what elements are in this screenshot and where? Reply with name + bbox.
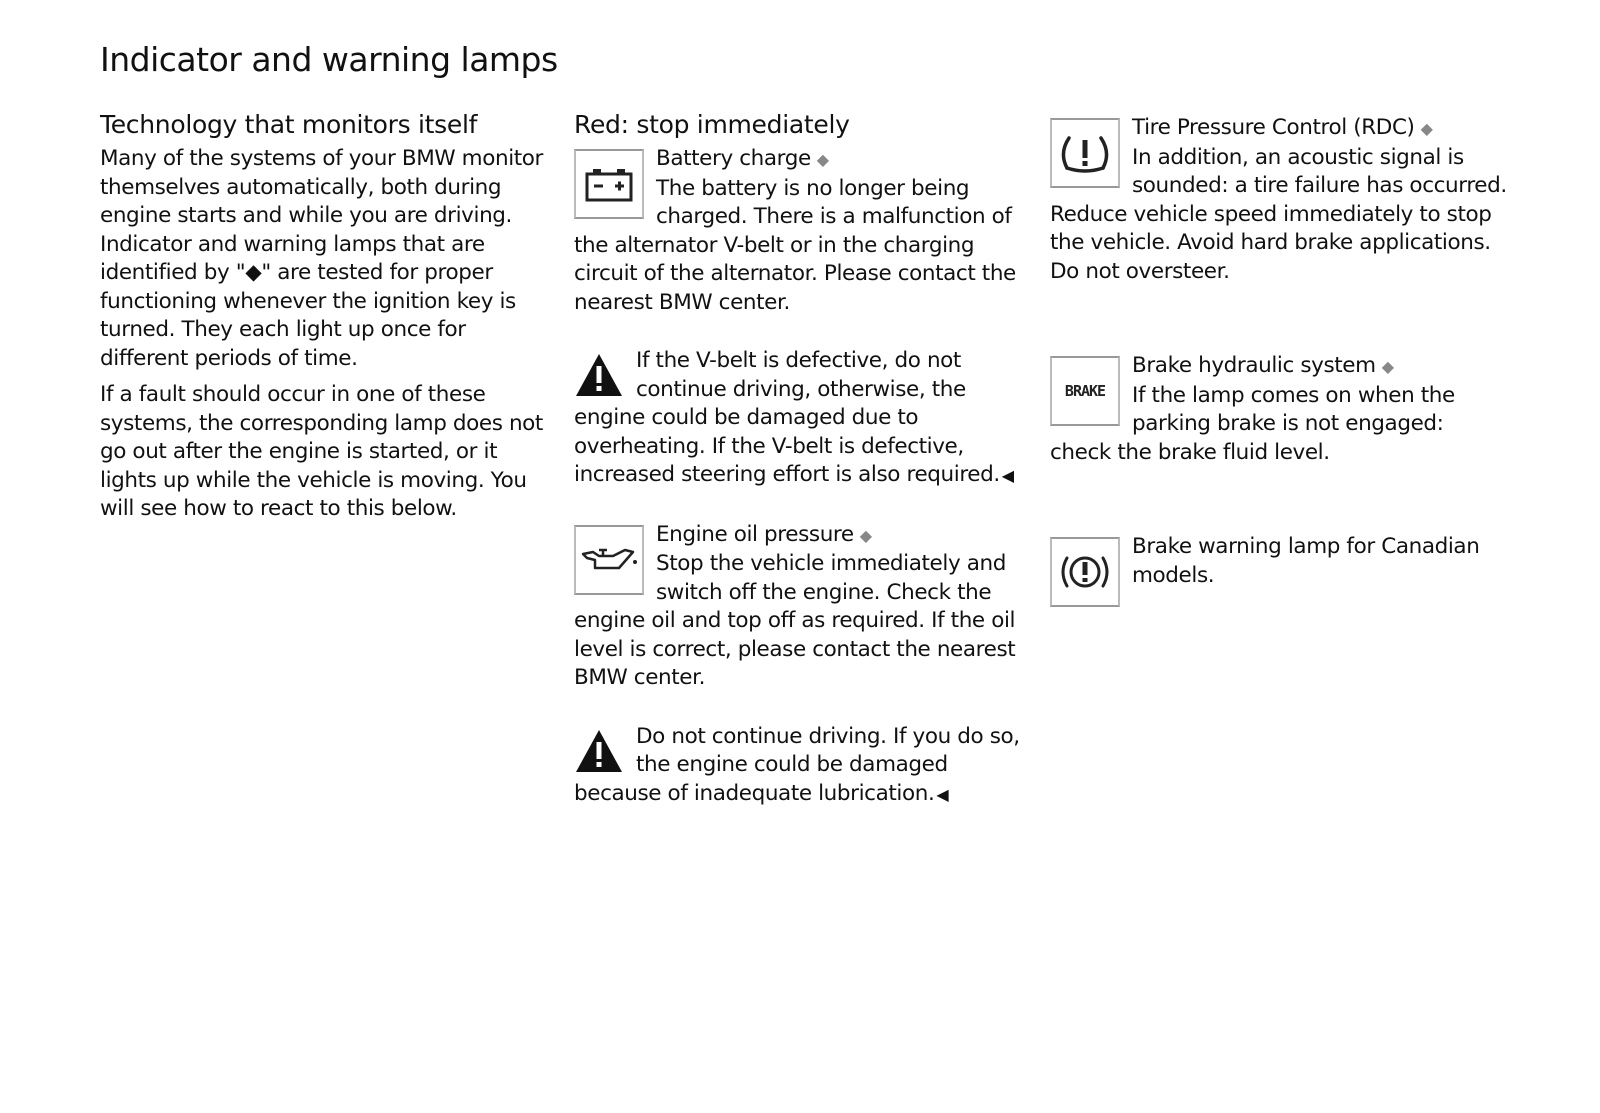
brake-icon-label: BRAKE (1064, 382, 1106, 400)
diamond-icon: ◆ (1381, 357, 1394, 376)
diamond-icon: ◆ (816, 150, 829, 169)
brake-canada-text: Brake warning lamp for Canadian models. (1132, 534, 1480, 588)
red-lamps-heading: Red: stop immediately (574, 110, 850, 139)
engine-oil-title: Engine oil pressure (656, 521, 854, 547)
battery-charge-entry (574, 145, 1024, 325)
diamond-icon: ◆ (1420, 119, 1433, 138)
battery-charge-text: The battery is no longer being charged. There is a malfunction of the alternator V-belt or in the charging circuit of the alternator. Please contact the nearest BMW center. (574, 175, 1016, 315)
tire-pressure-entry (1050, 114, 1510, 294)
oil-can-icon (574, 525, 644, 595)
brake-hydraulic-title: Brake hydraulic system (1132, 353, 1376, 378)
page-title: Indicator and warning lamps (100, 40, 558, 79)
intro-paragraph-1: Many of the systems of your BMW monitor themselves automatically, both during engine starts and while you are driving. Indicator and warning lamps that are identified by "◆" are tested for proper functioning whenever the ignition key is turned. They each light up once for different periods of time. (100, 146, 543, 371)
warning-triangle-icon (574, 727, 624, 775)
vbelt-warning-text: If the V-belt is defective, do not continue driving, otherwise, the engine could be damaged due to overheating. If the V-belt is defective, increased steering effort is also required. (574, 348, 1000, 487)
red-lamps-column (574, 110, 1024, 817)
battery-icon (574, 149, 644, 219)
tire-pressure-title: Tire Pressure Control (RDC) (1132, 115, 1415, 140)
diamond-icon: ◆ (859, 525, 872, 545)
oil-warning-text: Do not continue driving. If you do so, the engine could be damaged because of inadequate lubrication. (574, 723, 1020, 806)
tire-pressure-text: In addition, an acoustic signal is sounded: a tire failure has occurred. Reduce vehicle speed immediately to stop the vehicle. Avoid hard brake applications. Do not oversteer. (1050, 144, 1507, 284)
warning-triangle-icon (574, 351, 624, 399)
intro-column (100, 110, 550, 532)
brake-warning-circle-icon (1050, 537, 1120, 607)
end-mark-icon: ◀ (1001, 466, 1014, 485)
brake-icon (1050, 356, 1120, 426)
battery-charge-title: Battery charge (656, 146, 811, 171)
intro-heading: Technology that monitors itself (100, 110, 478, 139)
oil-warning-entry (574, 723, 1024, 818)
engine-oil-text: Stop the vehicle immediately and switch off the engine. Check the engine oil and top off as required. If the oil level is correct, please contact the nearest BMW center. (574, 551, 1016, 690)
engine-oil-entry (574, 521, 1024, 701)
tire-pressure-icon (1050, 118, 1120, 188)
additional-lamps-column (1050, 114, 1510, 611)
brake-canada-entry (1050, 533, 1510, 611)
brake-hydraulic-text: If the lamp comes on when the parking brake is not engaged: check the brake fluid level. (1050, 382, 1455, 465)
brake-hydraulic-entry (1050, 352, 1510, 475)
end-mark-icon: ◀ (936, 784, 949, 804)
intro-paragraph-2: If a fault should occur in one of these systems, the corresponding lamp does not go out after the engine is started, or it lights up while the vehicle is moving. You will see how to react to this below. (100, 382, 543, 521)
vbelt-warning-entry (574, 347, 1024, 499)
